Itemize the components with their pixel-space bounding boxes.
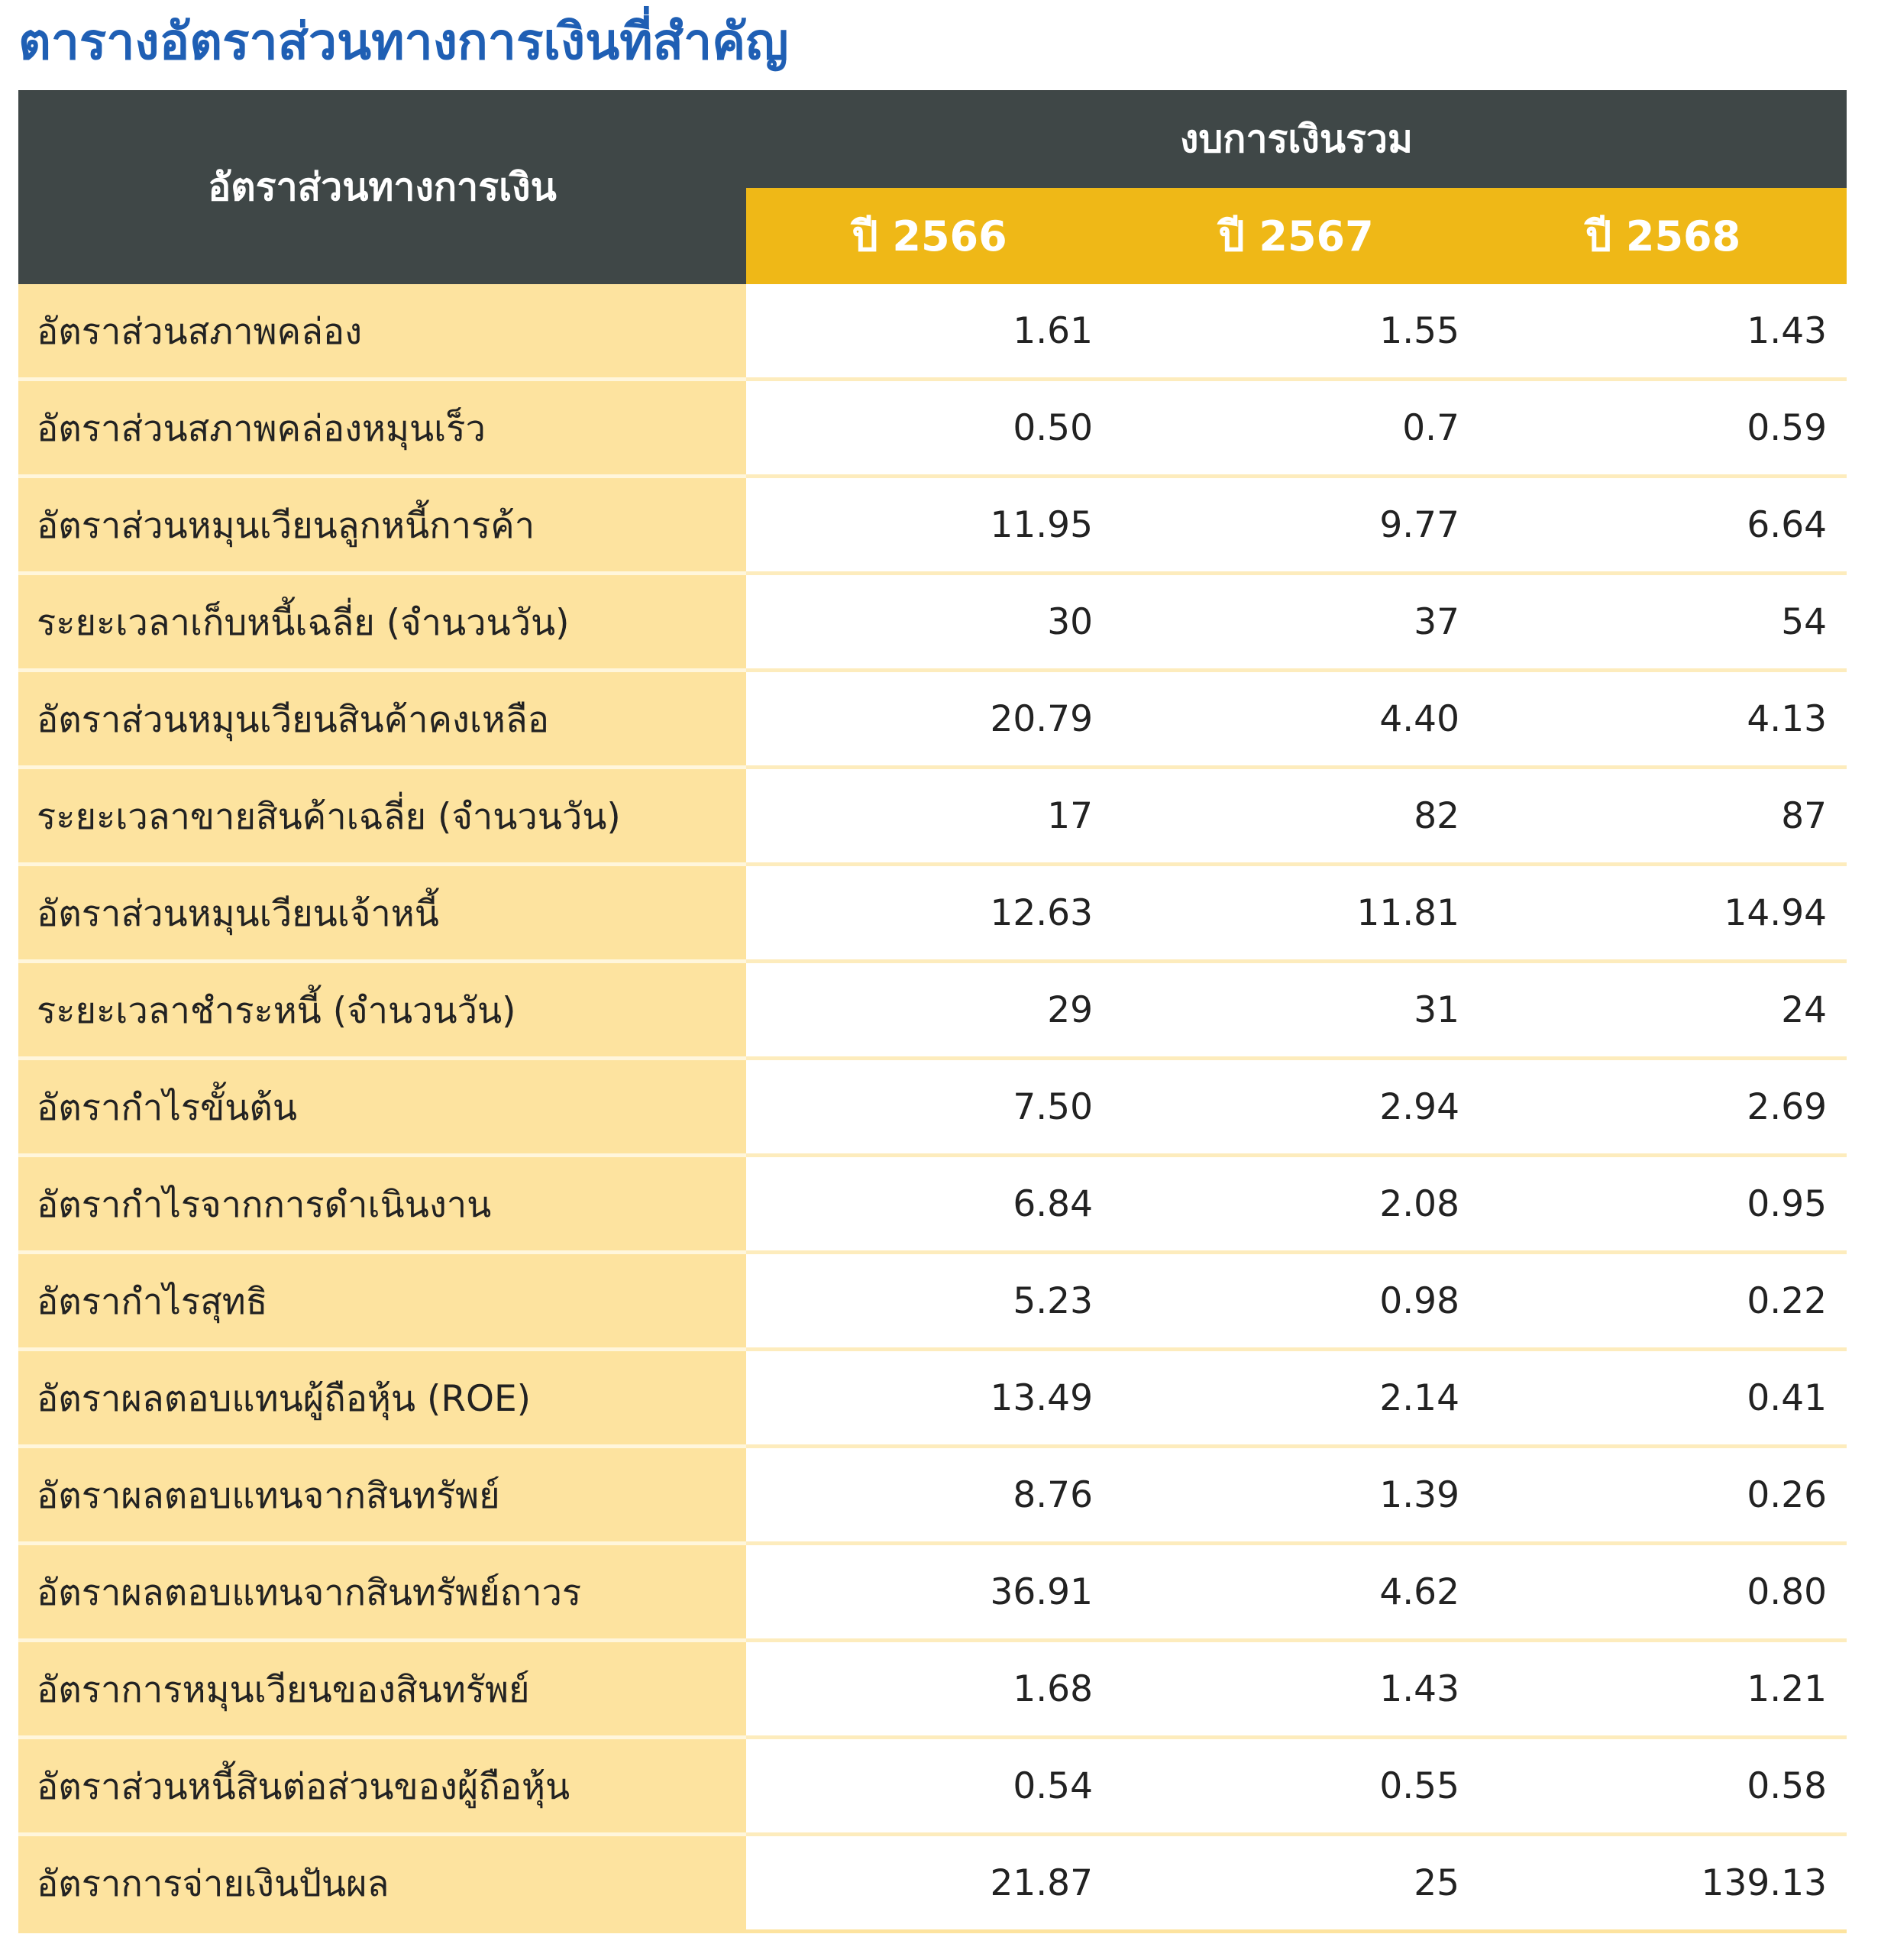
ratio-value: 1.43 [1113, 1641, 1479, 1738]
table-row [18, 380, 1847, 477]
table-row [18, 284, 1847, 380]
ratio-label: อัตราผลตอบแทนผู้ถือหุ้น (ROE) [18, 1350, 746, 1447]
consolidated-group-header: งบการเงินรวม [746, 90, 1847, 188]
ratio-value: 17 [746, 768, 1113, 865]
table-row [18, 1253, 1847, 1350]
ratio-value: 4.13 [1479, 671, 1847, 768]
ratio-value: 2.94 [1113, 1059, 1479, 1156]
table-row [18, 962, 1847, 1059]
ratio-label: อัตราผลตอบแทนจากสินทรัพย์ถาวร [18, 1544, 746, 1641]
table-row [18, 574, 1847, 671]
table-body [18, 284, 1847, 1932]
ratio-label: อัตราส่วนหมุนเวียนลูกหนี้การค้า [18, 477, 746, 574]
year-header-2567: ปี 2567 [1113, 188, 1479, 284]
ratio-value: 1.61 [746, 284, 1113, 380]
ratio-label: อัตราส่วนหมุนเวียนสินค้าคงเหลือ [18, 671, 746, 768]
ratio-value: 1.21 [1479, 1641, 1847, 1738]
ratio-value: 0.95 [1479, 1156, 1847, 1253]
table-row [18, 1544, 1847, 1641]
ratio-label: อัตราส่วนสภาพคล่อง [18, 284, 746, 380]
ratio-label: อัตรากำไรขั้นต้น [18, 1059, 746, 1156]
year-header-2566: ปี 2566 [746, 188, 1113, 284]
ratio-value: 1.39 [1113, 1447, 1479, 1544]
ratio-value: 2.08 [1113, 1156, 1479, 1253]
ratio-value: 1.43 [1479, 284, 1847, 380]
ratio-value: 6.64 [1479, 477, 1847, 574]
ratio-value: 0.41 [1479, 1350, 1847, 1447]
table-row [18, 1156, 1847, 1253]
ratio-value: 1.68 [746, 1641, 1113, 1738]
ratio-value: 0.80 [1479, 1544, 1847, 1641]
ratio-label: อัตราการหมุนเวียนของสินทรัพย์ [18, 1641, 746, 1738]
ratio-value: 9.77 [1113, 477, 1479, 574]
ratio-value: 12.63 [746, 865, 1113, 962]
ratio-label: อัตราผลตอบแทนจากสินทรัพย์ [18, 1447, 746, 1544]
table-row [18, 1059, 1847, 1156]
year-header-2568: ปี 2568 [1479, 188, 1847, 284]
ratio-value: 0.7 [1113, 380, 1479, 477]
ratio-value: 7.50 [746, 1059, 1113, 1156]
ratio-label: อัตราส่วนสภาพคล่องหมุนเร็ว [18, 380, 746, 477]
ratio-value: 24 [1479, 962, 1847, 1059]
ratio-value: 0.22 [1479, 1253, 1847, 1350]
ratio-value: 13.49 [746, 1350, 1113, 1447]
page-title: ตารางอัตราส่วนทางการเงินที่สำคัญ [18, 12, 789, 71]
ratio-value: 0.59 [1479, 380, 1847, 477]
ratio-value: 20.79 [746, 671, 1113, 768]
ratio-value: 139.13 [1479, 1835, 1847, 1932]
table-row [18, 1738, 1847, 1835]
ratio-label: ระยะเวลาชำระหนี้ (จำนวนวัน) [18, 962, 746, 1059]
table-row [18, 865, 1847, 962]
table-header [18, 90, 1847, 284]
ratio-value: 0.58 [1479, 1738, 1847, 1835]
ratio-column-header: อัตราส่วนทางการเงิน [18, 90, 746, 284]
ratio-label: อัตราการจ่ายเงินปันผล [18, 1835, 746, 1932]
table-row [18, 477, 1847, 574]
ratio-value: 6.84 [746, 1156, 1113, 1253]
table-row [18, 1835, 1847, 1932]
ratio-value: 0.26 [1479, 1447, 1847, 1544]
ratio-label: อัตรากำไรจากการดำเนินงาน [18, 1156, 746, 1253]
ratio-label: อัตรากำไรสุทธิ [18, 1253, 746, 1350]
ratio-label: ระยะเวลาเก็บหนี้เฉลี่ย (จำนวนวัน) [18, 574, 746, 671]
ratio-label: ระยะเวลาขายสินค้าเฉลี่ย (จำนวนวัน) [18, 768, 746, 865]
table-row [18, 1641, 1847, 1738]
ratio-value: 2.69 [1479, 1059, 1847, 1156]
table-row [18, 1447, 1847, 1544]
ratio-value: 1.55 [1113, 284, 1479, 380]
ratio-value: 29 [746, 962, 1113, 1059]
ratio-value: 14.94 [1479, 865, 1847, 962]
ratio-value: 11.81 [1113, 865, 1479, 962]
ratio-value: 36.91 [746, 1544, 1113, 1641]
financial-ratio-table [18, 90, 1847, 1933]
ratio-value: 8.76 [746, 1447, 1113, 1544]
ratio-value: 37 [1113, 574, 1479, 671]
table-row [18, 1350, 1847, 1447]
ratio-value: 0.54 [746, 1738, 1113, 1835]
ratio-value: 54 [1479, 574, 1847, 671]
ratio-value: 82 [1113, 768, 1479, 865]
ratio-value: 87 [1479, 768, 1847, 865]
table-row [18, 671, 1847, 768]
ratio-value: 5.23 [746, 1253, 1113, 1350]
ratio-value: 0.55 [1113, 1738, 1479, 1835]
ratio-value: 0.50 [746, 380, 1113, 477]
ratio-value: 21.87 [746, 1835, 1113, 1932]
ratio-label: อัตราส่วนหนี้สินต่อส่วนของผู้ถือหุ้น [18, 1738, 746, 1835]
ratio-value: 2.14 [1113, 1350, 1479, 1447]
ratio-value: 30 [746, 574, 1113, 671]
ratio-value: 11.95 [746, 477, 1113, 574]
ratio-label: อัตราส่วนหมุนเวียนเจ้าหนี้ [18, 865, 746, 962]
table-row [18, 768, 1847, 865]
ratio-value: 25 [1113, 1835, 1479, 1932]
ratio-value: 4.40 [1113, 671, 1479, 768]
ratio-value: 31 [1113, 962, 1479, 1059]
ratio-value: 4.62 [1113, 1544, 1479, 1641]
ratio-value: 0.98 [1113, 1253, 1479, 1350]
